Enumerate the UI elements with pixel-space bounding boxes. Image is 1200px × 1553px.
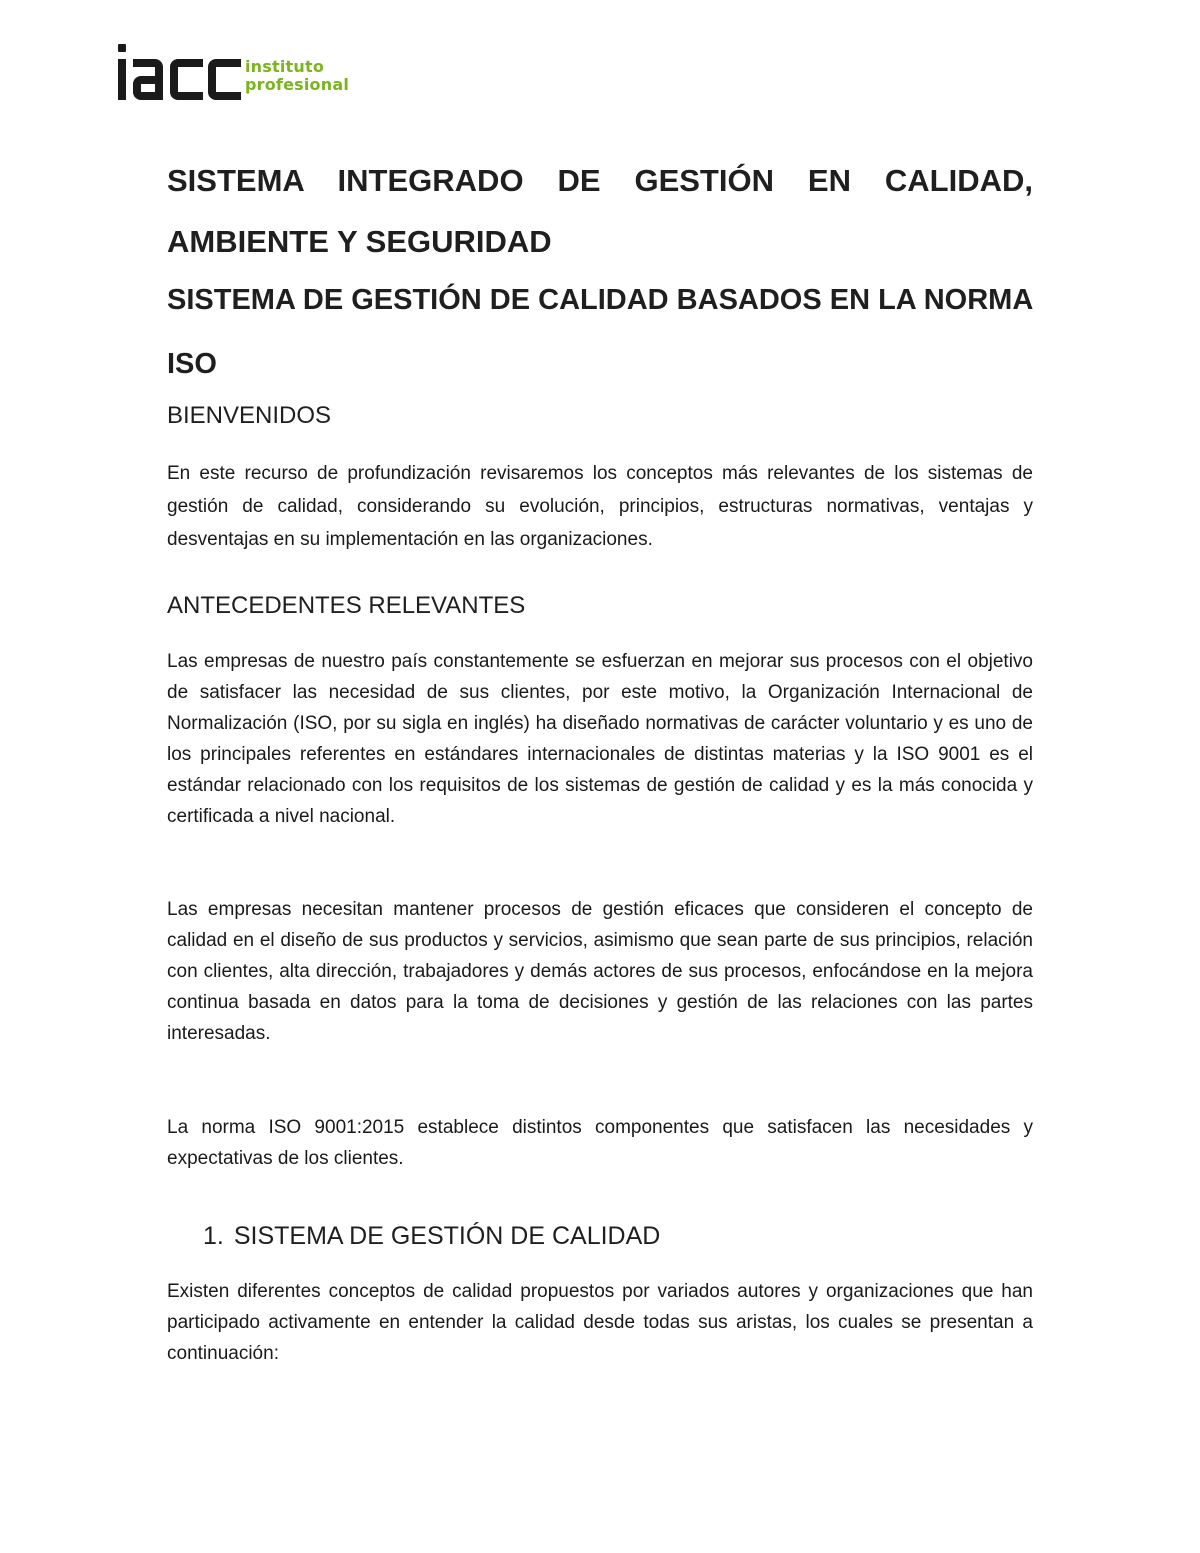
document-title-line2: AMBIENTE Y SEGURIDAD	[167, 224, 552, 259]
document-title-line1: SISTEMA INTEGRADO DE GESTIÓN EN CALIDAD,	[167, 163, 1033, 198]
logo-line-instituto: instituto	[245, 57, 325, 76]
welcome-paragraph: En este recurso de profundización revisaremos los conceptos más relevantes de los sistemas de gestión de calidad, considerando su evolución, principios, estructuras normativas, ventajas y desventajas en su implementación en las organizaciones.	[167, 463, 1033, 550]
section-1-paragraph: Existen diferentes conceptos de calidad propuestos por variados autores y organizaciones que han participado activamente en entender la calidad desde todas sus aristas, los cuales se presentan a continuación:	[167, 1281, 1033, 1364]
section-1-heading	[203, 1222, 660, 1251]
section-1-title: SISTEMA DE GESTIÓN DE CALIDAD	[233, 1222, 661, 1250]
antecedentes-paragraph-2: Las empresas necesitan mantener procesos de gestión eficaces que consideren el concepto de calidad en el diseño de sus productos y servicios, asimismo que sean parte de sus principios, relación con clientes, alta dirección, trabajadores y demás actores de sus procesos, enfocándose en la mejora continua basada en datos para la toma de decisiones y gestión de las relaciones con las partes interesadas.	[167, 899, 1033, 1044]
document-subtitle: SISTEMA DE GESTIÓN DE CALIDAD BASADOS EN LA NORMA ISO	[167, 284, 1033, 380]
welcome-heading: BIENVENIDOS	[167, 402, 332, 429]
antecedentes-paragraph-3: La norma ISO 9001:2015 establece distintos componentes que satisfacen las necesidades y expectativas de los clientes.	[167, 1117, 1033, 1169]
document-title	[167, 150, 1033, 272]
logo-tagline	[245, 58, 349, 94]
logo-line-profesional: profesional	[245, 75, 350, 94]
antecedentes-paragraph-1: Las empresas de nuestro país constantemente se esfuerzan en mejorar sus procesos con el objetivo de satisfacer las necesidad de sus clientes, por este motivo, la Organización Internacional de Normalización (ISO, por su sigla en inglés) ha diseñado normativas de carácter voluntario y es uno de los principales referentes en estándares internacionales de distintas materias y la ISO 9001 es el estándar relacionado con los requisitos de los sistemas de gestión de calidad y es la más conocida y certificada a nivel nacional.	[167, 651, 1033, 827]
iacc-logo-mark	[117, 44, 245, 102]
section-1-number: 1.	[203, 1222, 224, 1250]
antecedentes-heading: ANTECEDENTES RELEVANTES	[167, 592, 526, 619]
